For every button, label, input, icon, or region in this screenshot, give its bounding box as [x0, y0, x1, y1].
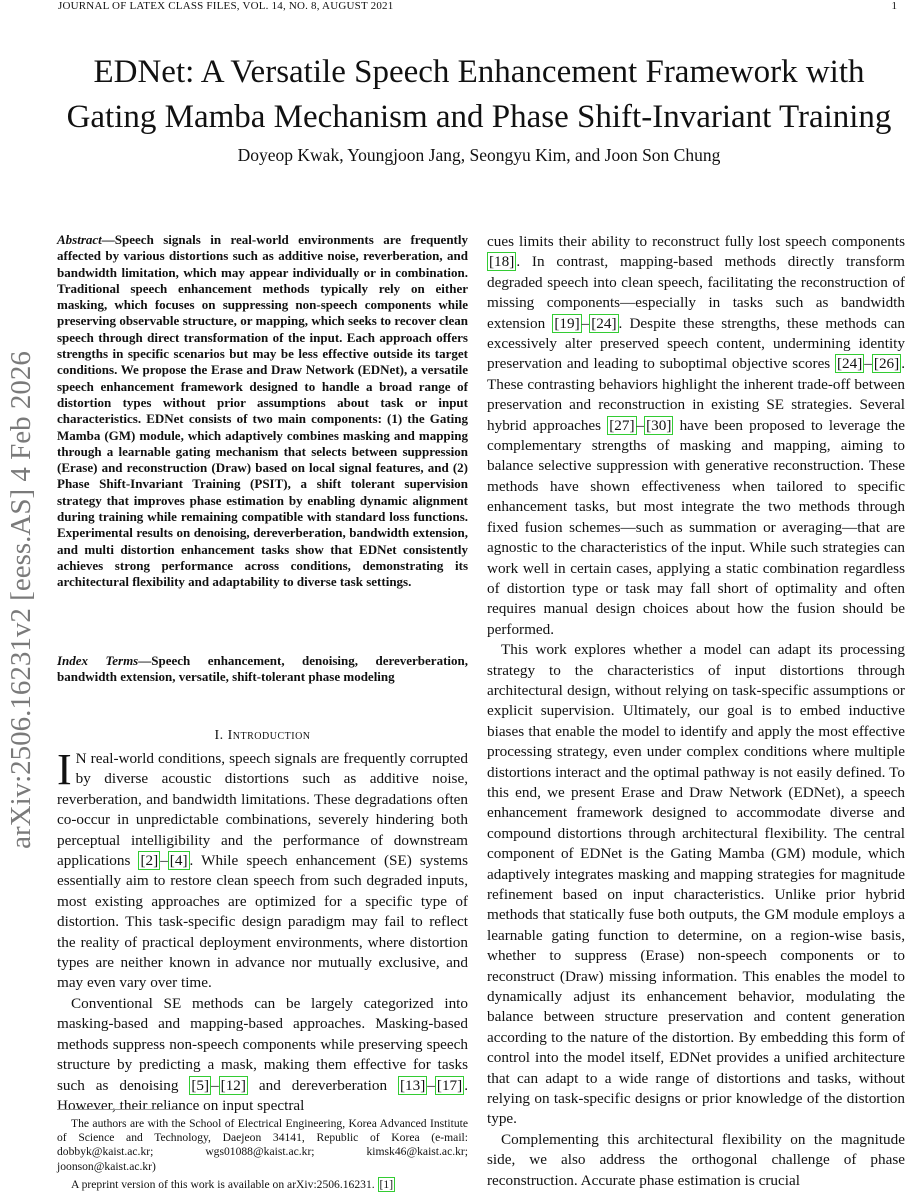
intro-paragraph-2: Conventional SE methods can be largely categorized into masking-based and mapping-based approaches. Masking-based methods suppress non-speech components while preserving speech structure by predicting a mask, making them effective for tasks such as denoising [5] – [12] and dereverberation [13] – [17] . However, their reliance on input spectral	[57, 994, 468, 1114]
right-paragraph-3: Complementing this architectural flexibility on the magnitude side, we also address the orthogonal challenge of phase reconstruction. Accurate phase estimation is crucial	[487, 1130, 905, 1189]
abstract	[57, 232, 468, 591]
footnote-affiliation: The authors are with the School of Electrical Engineering, Korea Advanced Institute of Science and Technology, Daejeon 34141, Republic of Korea (e-mail: dobbyk@kaist.ac.kr; wgs01088@kaist.ac.kr; kimsk46@kaist.ac.kr; joonson@kaist.ac.kr)	[57, 1117, 468, 1173]
citation-link[interactable]: [17]	[436, 1076, 463, 1094]
citation-link[interactable]: [13]	[399, 1076, 426, 1094]
citation-link[interactable]: [4]	[169, 852, 188, 870]
section-number: I.	[214, 728, 224, 743]
arxiv-watermark[interactable]: arXiv:2506.16231v2 [eess.AS] 4 Feb 2026	[5, 351, 37, 849]
citation-link[interactable]: [30]	[646, 416, 672, 434]
citation-link[interactable]: [26]	[873, 355, 900, 373]
citation-link[interactable]: [27]	[609, 416, 635, 434]
right-paragraph-1: cues limits their ability to reconstruct fully lost speech components [18] . In contrast, mapping-based methods directly transform degraded speech into clean speech, facilitating the reconstruction of missing components—especially in tasks such as bandwidth extension [19] – [24] . Despite these strengths, these methods can excessively alter preserved speech content, undermining identity preservation and leading to suboptimal objective scores [24] – [26] . These contrasting behaviors highlight the inherent trade-off between preservation and reconstruction in existing SE strategies. Several hybrid approaches [27] – [30] have been proposed to leverage the complementary strengths of masking and mapping, aiming to balance selective suppression with generative reconstruction. These methods have shown effectiveness when tailored to specific enhancement tasks, but most integrate the two methods through fixed fusion schemes—such as summation or averaging—that are agnostic to the characteristics of the input. While such strategies can work well in certain cases, applying a static combination regardless of distortion type or task may fall short of optimality and often requires manual design choices about how the fusion should be performed.	[487, 233, 905, 638]
page-number: 1	[891, 0, 897, 12]
section-heading	[57, 728, 468, 744]
index-terms-label: Index Terms	[57, 653, 139, 668]
footnote-preprint: A preprint version of this work is available on arXiv:2506.16231. [1]	[71, 1178, 394, 1191]
citation-link[interactable]: [24]	[591, 314, 617, 332]
citation-link[interactable]: [5]	[191, 1076, 210, 1094]
citation-link[interactable]: [24]	[836, 355, 863, 373]
intro-right-column	[487, 232, 905, 1191]
paper-title: EDNet: A Versatile Speech Enhancement Framework with Gating Mamba Mechanism and Phase Shift-Invariant Training	[66, 54, 892, 135]
right-paragraph-2: This work explores whether a model can adapt its processing strategy to the characteristics of input distortions through architectural design, without relying on task-specific assumptions or explicit supervision. Ultimately, our goal is to embed inductive biases that enable the model to identify and apply the most effective processing strategy, even under complex conditions where multiple distortions interact and the optimal pathway is not easily defined. To this end, we present Erase and Draw Network (EDNet), a speech enhancement framework designed to accommodate diverse and compound distortions through architectural flexibility. The central component of EDNet is the Gating Mamba (GM) module, which adaptively integrates masking and mapping strategies for magnitude refinement based on input characteristics. Unlike prior hybrid methods that statically fuse both outputs, the GM module employs a learnable gating function to determine, on a region-wise basis, whether to suppress (Erase) non-speech components or to reconstruct (Draw) missing information. This enables the model to dynamically adjust its enhancement behavior, modulating the balance between structure preservation and content generation according to the nature of the distortion. By embedding this form of control into the model itself, EDNet provides a unified architecture that can adapt to a wide range of distortions and tasks, without relying on task-specific designs or prior knowledge of the distortion type.	[487, 641, 905, 1128]
citation-link[interactable]: [12]	[220, 1076, 246, 1094]
index-terms	[57, 653, 468, 686]
intro-paragraph-1: I N real-world conditions, speech signals are frequently corrupted by diverse acoustic distortions such as additive noise, reverberation, and bandwidth limitations. These degradations often co-occur in unpredictable combinations, severely hindering both perceptual intelligibility and the performance of downstream applications [2] – [4] . While speech enhancement (SE) systems essentially aim to restore clean speech from such degraded inputs, most existing approaches are optimized for a specific type of distortion. This task-specific design paradigm may fail to reflect the reality of practical deployment environments, where distortion types are neither known in advance nor mutually exclusive, and may even vary over time.	[57, 745, 468, 992]
section-title: Introduction	[227, 728, 311, 743]
intro-left-column	[57, 745, 468, 1116]
citation-link[interactable]: [1]	[379, 1178, 394, 1191]
paper-authors: Doyeop Kwak, Youngjoon Jang, Seongyu Kim, and Joon Son Chung	[237, 145, 721, 165]
index-terms-text: —Speech enhancement, denoising, dereverberation, bandwidth extension, versatile, shift-tolerant phase modeling	[57, 653, 468, 685]
running-header: JOURNAL OF LATEX CLASS FILES, VOL. 14, NO. 8, AUGUST 2021	[58, 0, 394, 12]
citation-link[interactable]: [18]	[489, 253, 515, 271]
dropcap: I	[57, 745, 72, 794]
abstract-label: Abstract	[57, 232, 102, 247]
abstract-text: —Speech signals in real-world environments are frequently affected by various distortions such as additive noise, reverberation, and bandwidth limitation, which may appear individually or in combination. Traditional speech enhancement methods typically rely on either masking, which focuses on suppressing non-speech components while preserving observable structure, or mapping, which seeks to recover clean speech through direct transformation of the input. Each approach offers strengths in specific scenarios but may be less effective outside its target conditions. We propose the Erase and Draw Network (EDNet), a versatile speech enhancement framework designed to handle a broad range of distortion types without prior assumptions about task or input characteristics. EDNet consists of two main components: (1) the Gating Mamba (GM) module, which adaptively combines masking and mapping through a learnable gating mechanism that selects between suppression (Erase) and reconstruction (Draw) based on local signal features, and (2) Phase Shift-Invariant Training (PSIT), a shift tolerant supervision strategy that improves phase estimation by enabling dynamic alignment during training while remaining compatible with standard loss functions. Experimental results on denoising, dereverberation, bandwidth extension, and multi distortion enhancement tasks show that EDNet consistently achieves strong performance across conditions, demonstrating its architectural flexibility and adaptability to diverse task settings.	[57, 232, 468, 590]
citation-link[interactable]: [2]	[140, 852, 159, 870]
footnote-rule	[57, 1109, 177, 1110]
citation-link[interactable]: [19]	[554, 314, 580, 332]
